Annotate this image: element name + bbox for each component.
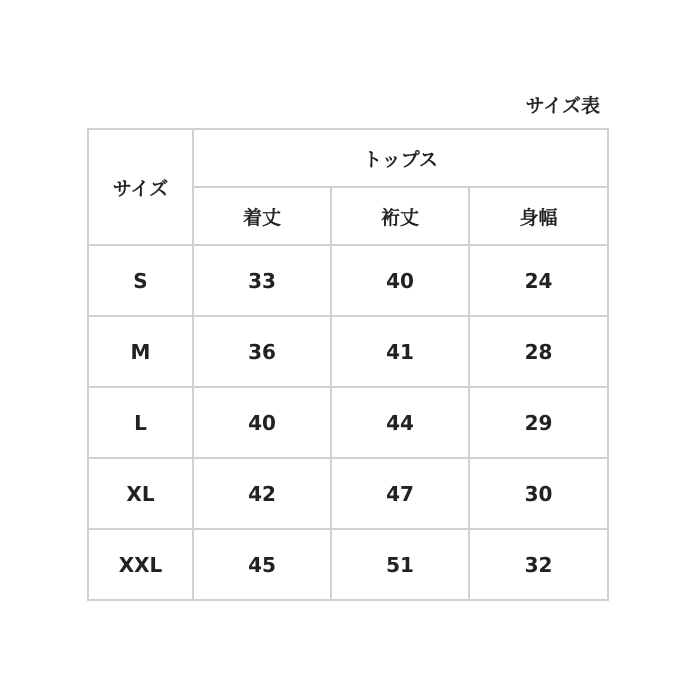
- table-cell: 44: [331, 387, 469, 458]
- size-column-header: サイズ: [88, 129, 193, 245]
- table-cell: 45: [193, 529, 331, 600]
- table-cell: 40: [331, 245, 469, 316]
- table-row: [88, 316, 608, 387]
- size-label: S: [88, 245, 193, 316]
- table-cell: 51: [331, 529, 469, 600]
- size-table: [87, 128, 609, 601]
- table-cell: 30: [469, 458, 608, 529]
- table-cell: 42: [193, 458, 331, 529]
- table-row: [88, 387, 608, 458]
- table-cell: 24: [469, 245, 608, 316]
- size-label: XXL: [88, 529, 193, 600]
- table-cell: 47: [331, 458, 469, 529]
- table-row: [88, 529, 608, 600]
- tops-group-header: トップス: [193, 129, 608, 187]
- table-row: [88, 458, 608, 529]
- column-header-length: 着丈: [193, 187, 331, 245]
- size-chart-title: サイズ表: [525, 95, 600, 117]
- table-cell: 40: [193, 387, 331, 458]
- column-header-sleeve: 裄丈: [331, 187, 469, 245]
- size-label: XL: [88, 458, 193, 529]
- table-cell: 32: [469, 529, 608, 600]
- column-header-width: 身幅: [469, 187, 608, 245]
- table-cell: 36: [193, 316, 331, 387]
- table-cell: 33: [193, 245, 331, 316]
- table-cell: 41: [331, 316, 469, 387]
- table-header-row: [88, 129, 608, 187]
- table-cell: 28: [469, 316, 608, 387]
- size-label: M: [88, 316, 193, 387]
- table-row: [88, 245, 608, 316]
- size-label: L: [88, 387, 193, 458]
- table-cell: 29: [469, 387, 608, 458]
